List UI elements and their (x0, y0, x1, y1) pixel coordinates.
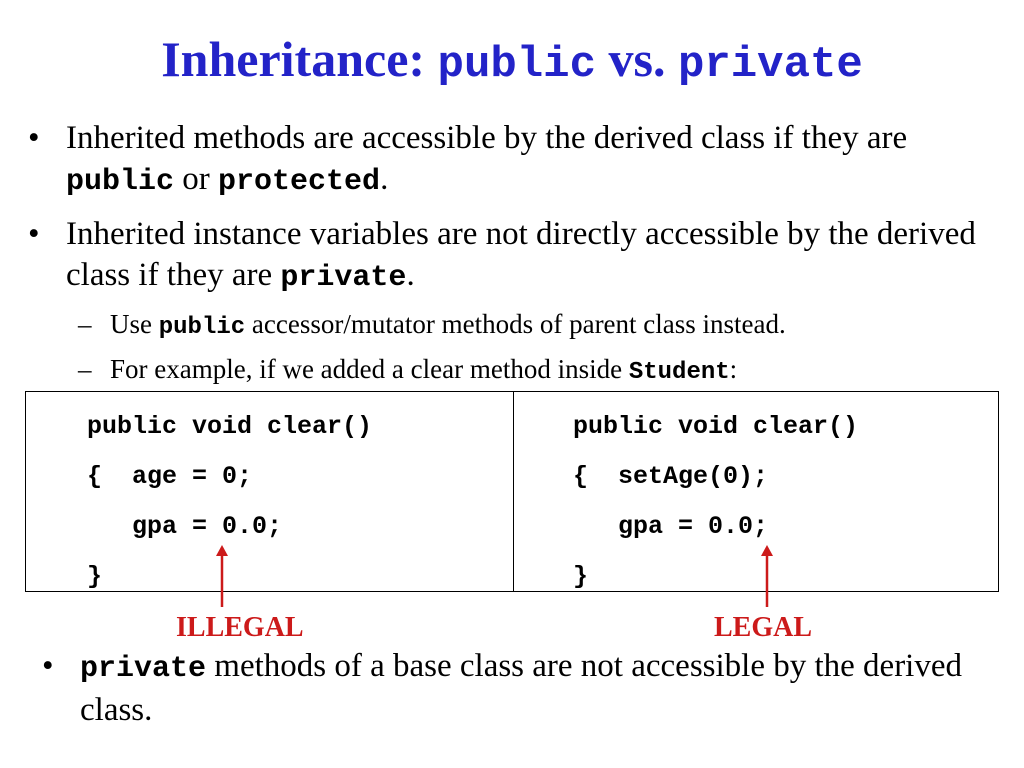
slide-title (0, 30, 1024, 90)
code-line: public void clear() (573, 412, 859, 441)
keyword-private: private (80, 652, 207, 686)
subbullet-text: For example, if we added a clear method inside (110, 354, 629, 384)
code-block-legal (573, 402, 858, 602)
subbullet-text: accessor/mutator methods of parent class instead. (245, 309, 786, 339)
subbullet-marker: – (78, 309, 92, 339)
arrow-up-legal-icon (757, 545, 777, 607)
subbullet-marker: – (78, 354, 92, 384)
code-line: } (573, 562, 589, 591)
bullet-marker: • (28, 120, 40, 156)
bullet-inherited-methods (28, 118, 986, 203)
keyword-student: Student (628, 359, 730, 386)
bullet-text: . (380, 161, 389, 197)
code-line: gpa = 0.0; (573, 512, 769, 541)
code-line: gpa = 0.0; (87, 512, 283, 541)
code-line: { age = 0; (87, 462, 253, 491)
keyword-protected: protected (218, 165, 381, 199)
table-divider (513, 392, 514, 591)
bullet-private-methods (42, 646, 1000, 731)
bullet-text: methods of a base class are not accessible by the derived class. (80, 648, 963, 728)
bullet-marker: • (42, 648, 54, 684)
bullet-text: Inherited methods are accessible by the derived class if they are (66, 120, 908, 156)
subbullet-use-public (78, 308, 1010, 344)
bullet-text: or (174, 161, 219, 197)
code-line: public void clear() (87, 412, 373, 441)
title-mid: vs. (595, 31, 678, 87)
label-illegal: ILLEGAL (176, 612, 304, 643)
bullet-text: Inherited instance variables are not directly accessible by the derived class if they are (66, 216, 976, 293)
title-prefix: Inheritance: (161, 31, 438, 87)
bullet-marker: • (28, 216, 40, 252)
title-keyword-public: public (437, 40, 596, 90)
bullet-instance-variables (28, 214, 996, 299)
subbullet-example (78, 353, 1010, 389)
code-comparison-table (25, 391, 999, 592)
keyword-public: public (66, 165, 175, 199)
label-legal: LEGAL (714, 612, 813, 643)
bullet-text: . (406, 257, 415, 293)
title-keyword-private: private (677, 40, 863, 90)
code-line: { setAge(0); (573, 462, 769, 491)
keyword-public: public (158, 314, 246, 341)
keyword-private: private (280, 261, 407, 295)
code-line: } (87, 562, 103, 591)
arrow-up-illegal-icon (212, 545, 232, 607)
subbullet-text: Use (110, 309, 159, 339)
subbullet-text: : (729, 354, 738, 384)
